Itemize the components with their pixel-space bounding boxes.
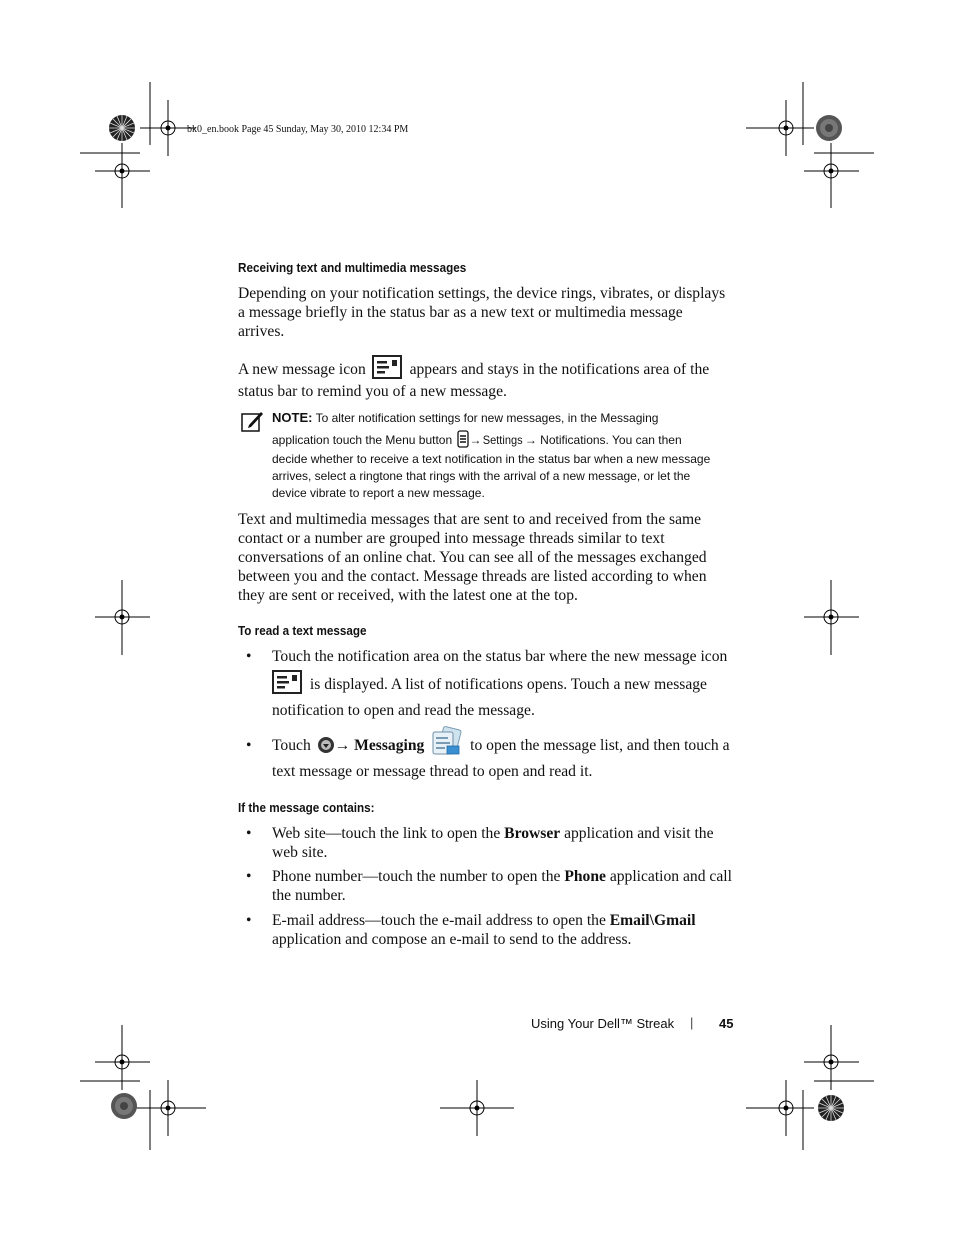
list-item-text: is displayed. A list of notifications opens. Touch a new message [309,676,707,693]
note-label: NOTE: [272,410,313,425]
arrow: → [469,433,482,447]
note-text: application touch the Menu button [272,433,453,447]
list-item-text: application and compose an e-mail to send to the address. [272,931,632,948]
pencil-note-icon [241,410,263,432]
print-slug: bk0_en.book Page 45 Sunday, May 30, 2010 12:34 PM [187,124,409,135]
launcher-icon [317,736,335,754]
page-number: 45 [719,1016,734,1031]
list-item-text: Phone number—touch the number to open the [272,868,565,885]
paragraph-line: contact or a number are grouped into message threads similar to text [238,530,665,547]
paragraph-line: between you and the contact. Message threads are listed according to when [238,568,707,585]
bullet: • [246,912,252,929]
note-text: To alter notification settings for new messages, in the Messaging [312,411,659,425]
list-item-text: application and call [605,868,732,885]
paragraph-text: appears and stays in the notifications area of the [409,361,710,378]
list-item-text: E-mail address—touch the e-mail address to open the [272,912,610,929]
section-heading-receiving: Receiving text and multimedia messages [238,260,467,275]
footer-separator: | [690,1015,694,1030]
list-item-text: web site. [272,844,328,861]
list-item [246,911,696,949]
bullet: • [246,868,252,885]
note-block [272,409,710,502]
notifications-label: Notifications [536,433,606,447]
paragraph-text: A new message icon [238,361,366,378]
section-heading-message-contains: If the message contains: [238,800,375,815]
list-item-continued [272,675,707,694]
new-message-icon [272,670,302,694]
list-item-line [272,911,696,930]
note-line [272,409,710,427]
arrow: → [334,737,351,754]
paragraph-notification-settings [238,284,725,341]
menu-button-icon [457,430,469,448]
paragraph-line: conversations of an online chat. You can see all of the messages exchanged [238,549,707,566]
phone-label: Phone [564,868,606,885]
browser-label: Browser [504,825,561,842]
list-item [246,824,714,862]
list-item [246,736,730,756]
messaging-app-icon [431,726,463,756]
note-line [272,432,710,449]
messaging-label: Messaging [350,737,425,754]
list-item-text: application and visit the [560,825,714,842]
list-item-text: Web site—touch the link to open the [272,825,505,842]
paragraph-line: Text and multimedia messages that are sent to and received from the same [238,511,702,528]
footer-title: Using Your Dell™ Streak [531,1016,675,1031]
paragraph-line: arrives. [238,323,285,340]
bullet: • [246,825,252,842]
bullet: • [246,648,252,665]
list-item-text: to open the message list, and then touch a [470,737,730,754]
list-item-line [272,824,714,843]
list-item [246,867,732,905]
bullet: • [246,737,252,754]
list-item-text: notification to open and read the message. [272,702,535,719]
paragraph-message-threads [238,510,707,605]
paragraph-line: status bar to remind you of a new message. [238,383,507,400]
list-item-text: Touch the notification area on the status bar where the new message icon [272,648,728,665]
note-text: . You can then [605,433,682,447]
settings-label: Settings [483,433,524,447]
new-message-icon [372,355,402,379]
section-heading-read-message: To read a text message [238,623,367,638]
email-gmail-label: Email\Gmail [609,912,696,929]
paragraph-line: Depending on your notification settings, the device rings, vibrates, or displays [238,285,726,302]
list-item-text: text message or message thread to open and read it. [272,763,593,780]
note-line: decide whether to receive a text notification in the status bar when a new message [272,452,711,466]
paragraph-line: a message briefly in the status bar as a new text or multimedia message [238,304,683,321]
arrow: → [524,433,537,447]
list-item-text: Touch [272,737,311,754]
list-item [246,647,728,666]
note-line: device vibrate to report a new message. [272,486,485,500]
list-item-line [272,867,732,886]
paragraph-line: they are sent or received, with the latest one at the top. [238,587,578,604]
list-item-text: the number. [272,887,346,904]
paragraph-new-message-icon [238,360,709,379]
note-line: arrives, select a ringtone that rings with the arrival of a new message, or let the [272,469,691,483]
